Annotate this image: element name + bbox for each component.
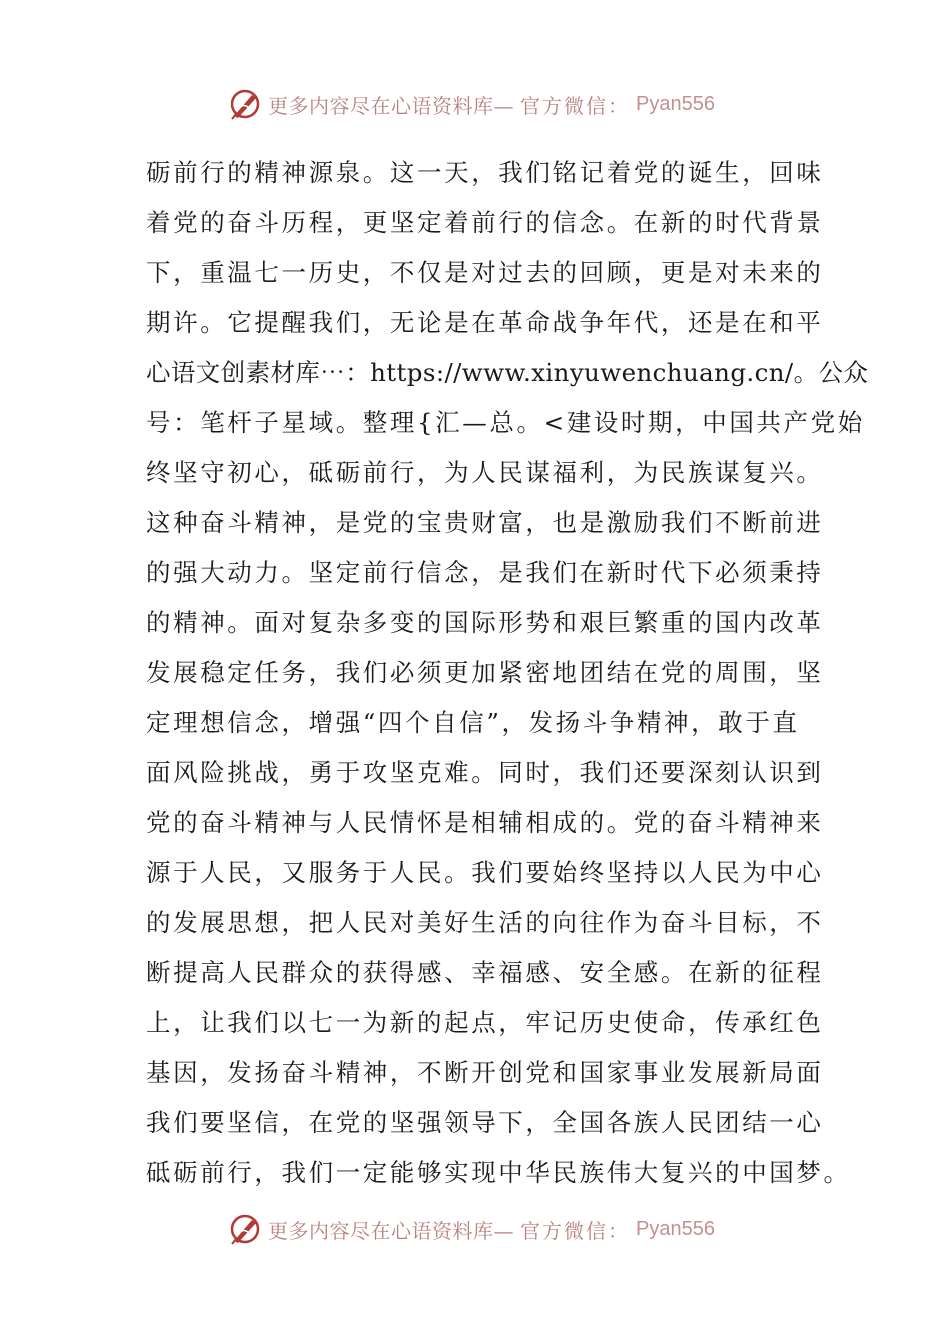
text-line: 上，让我们以七一为新的起点，牢记历史使命，传承红色 — [146, 1008, 824, 1037]
text-line: 面风险挑战，勇于攻坚克难。同时，我们还要深刻认识到 — [146, 758, 824, 787]
text-line: 砥砺前行，我们一定能够实现中华民族伟大复兴的中国梦。 — [146, 1158, 851, 1187]
header-banner — [228, 84, 715, 124]
text-line: 定理想信念，增强“四个自信”，发扬斗争精神，敢于直 — [146, 708, 800, 737]
text-line: 的强大动力。坚定前行信念，是我们在新时代下必须秉持 — [146, 558, 824, 587]
text-line: 党的奋斗精神与人民情怀是相辅相成的。党的奋斗精神来 — [146, 808, 824, 837]
text-line: 的发展思想，把人民对美好生活的向往作为奋斗目标，不 — [146, 908, 824, 937]
text-line: 这种奋斗精神，是党的宝贵财富，也是激励我们不断前进 — [146, 508, 824, 537]
text-line: 断提高人民群众的获得感、幸福感、安全感。在新的征程 — [146, 958, 824, 987]
text-line: 的精神。面对复杂多变的国际形势和艰巨繁重的国内改革 — [146, 608, 824, 637]
text-line: 下，重温七一历史，不仅是对过去的回顾，更是对未来的 — [146, 258, 824, 287]
text-line: 期许。它提醒我们，无论是在革命战争年代，还是在和平 — [146, 308, 824, 337]
banner-wechat-label: 官方微信： — [520, 1218, 630, 1243]
text-line: 心语文创素材库⋯：https://www.xinyuwenchuang.cn/。公众 — [146, 358, 869, 387]
text-line: 源于人民，又服务于人民。我们要始终坚持以人民为中心 — [146, 858, 824, 887]
banner-text: 更多内容尽在心语资料库— — [268, 1218, 514, 1243]
banner-wechat-id: Pyan556 — [636, 92, 715, 115]
banner-wechat-id: Pyan556 — [636, 1217, 715, 1240]
banner-wechat-label: 官方微信： — [520, 93, 630, 118]
text-line: 着党的奋斗历程，更坚定着前行的信念。在新的时代背景 — [146, 208, 824, 237]
text-line: 终坚守初心，砥砺前行，为人民谋福利，为民族谋复兴。 — [146, 458, 824, 487]
banner-text: 更多内容尽在心语资料库— — [268, 93, 514, 118]
document-body — [146, 148, 869, 1198]
pen-logo-icon — [228, 87, 262, 121]
text-line: 号：笔杆子星域。整理{汇—总。<建设时期，中国共产党始 — [146, 408, 865, 437]
footer-banner — [228, 1209, 715, 1249]
text-line: 基因，发扬奋斗精神，不断开创党和国家事业发展新局面 — [146, 1058, 824, 1087]
text-line: 我们要坚信，在党的坚强领导下，全国各族人民团结一心 — [146, 1108, 824, 1137]
text-line: 发展稳定任务，我们必须更加紧密地团结在党的周围，坚 — [146, 658, 824, 687]
text-line: 砺前行的精神源泉。这一天，我们铭记着党的诞生，回味 — [146, 158, 824, 187]
pen-logo-icon — [228, 1212, 262, 1246]
